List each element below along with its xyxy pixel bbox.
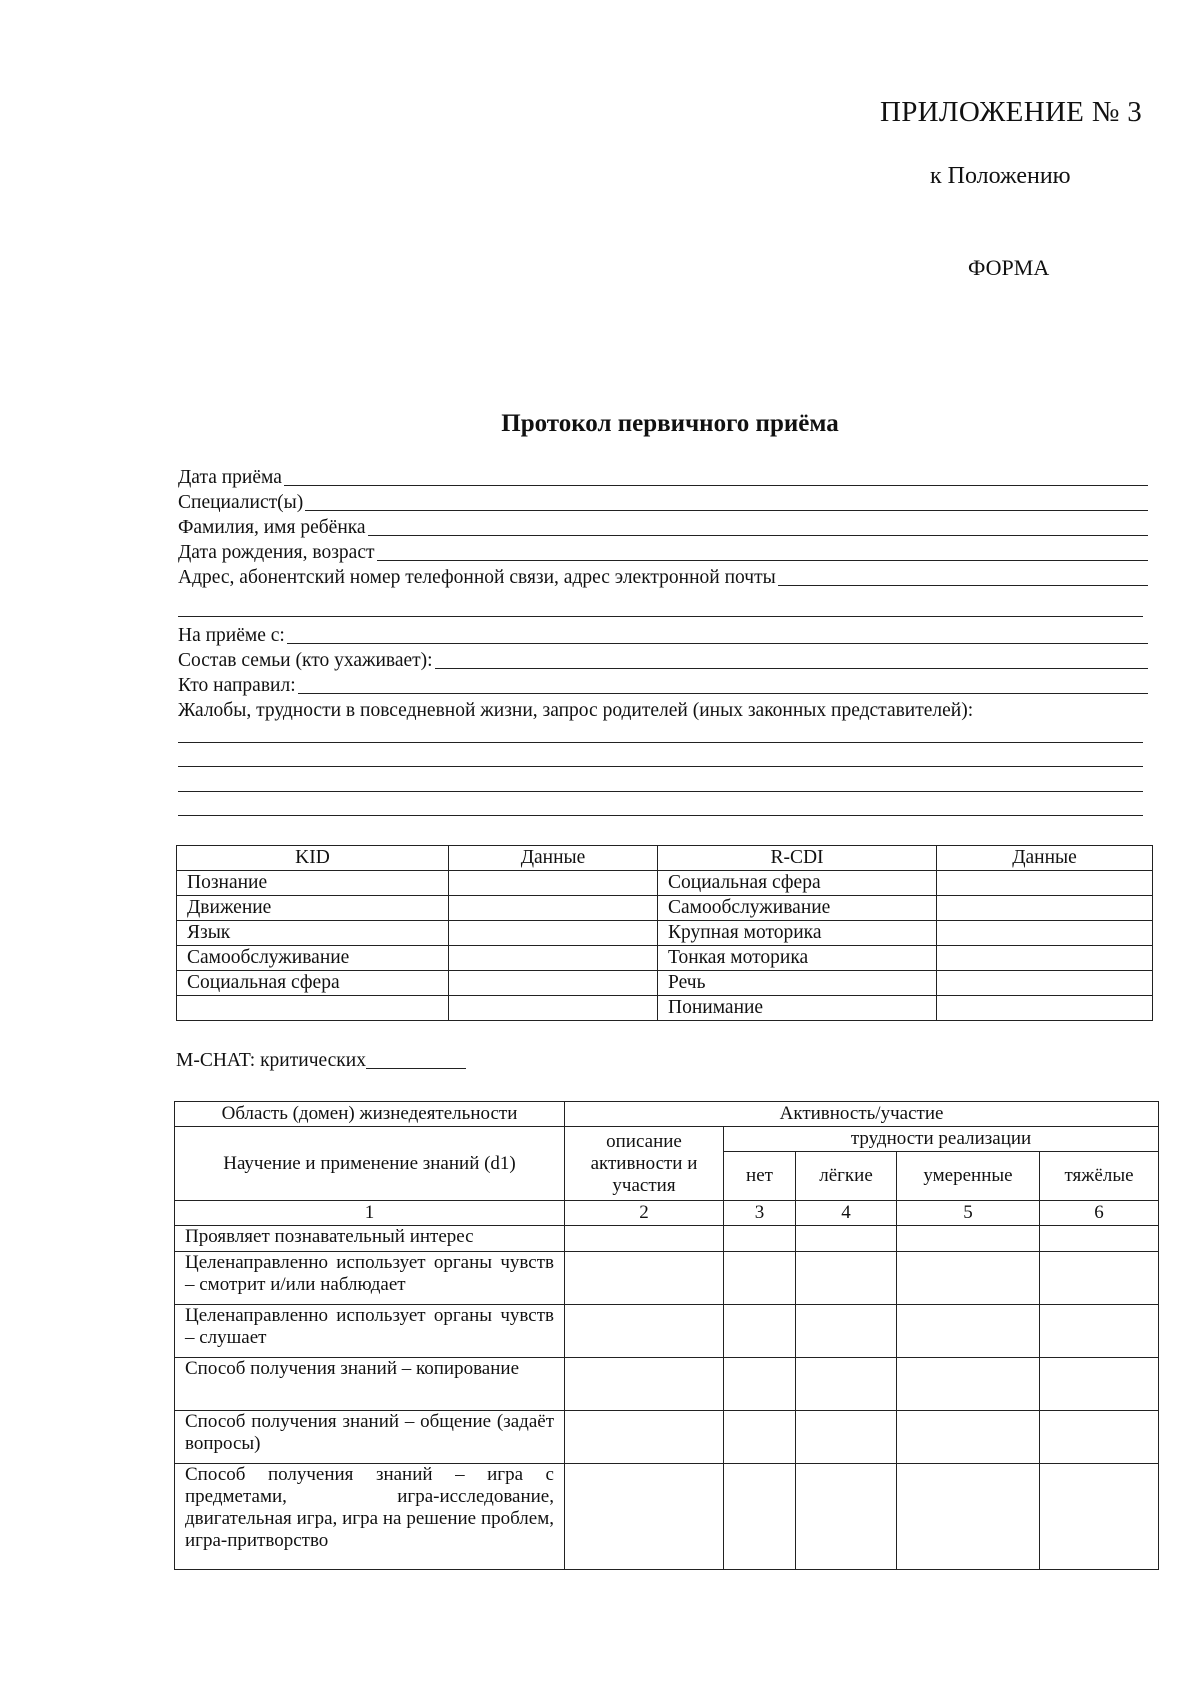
table-row [175,1358,1159,1411]
subdomain-header: Научение и применение знаний (d1) [175,1127,565,1201]
rcdi-domain: Крупная моторика [658,921,937,946]
kid-domain: Познание [177,871,449,896]
field-family[interactable] [178,647,1148,672]
kid-domain: Социальная сфера [177,971,449,996]
field-label: Дата приёма [178,467,282,488]
level-cell[interactable] [796,1464,897,1570]
level-cell[interactable] [796,1358,897,1411]
blank-line[interactable] [178,742,1143,743]
column-number: 1 [175,1201,565,1226]
domain-header: Область (домен) жизнедеятельности [175,1102,565,1127]
description-cell[interactable] [565,1252,724,1305]
table-row [177,946,1153,971]
level-cell[interactable] [897,1411,1040,1464]
field-reception-date[interactable] [178,464,1148,489]
field-label: Состав семьи (кто ухаживает): [178,650,433,671]
level-cell[interactable] [1040,1464,1159,1570]
fill-line [305,509,1148,511]
level-cell[interactable] [724,1464,796,1570]
rcdi-data-cell[interactable] [937,896,1153,921]
level-cell[interactable] [1040,1252,1159,1305]
level-cell[interactable] [1040,1358,1159,1411]
kid-data-cell[interactable] [449,996,658,1021]
description-header: описание активности и участия [565,1127,724,1201]
form-label: ФОРМА [968,255,1050,280]
table-header-row [175,1102,1159,1127]
fill-line [284,484,1148,486]
kid-domain: Язык [177,921,449,946]
field-birth-date[interactable] [178,539,1148,564]
field-referred-by[interactable] [178,672,1148,697]
level-cell[interactable] [796,1305,897,1358]
fill-line [368,534,1148,536]
level-cell[interactable] [724,1411,796,1464]
level-cell[interactable] [897,1305,1040,1358]
mchat-field[interactable] [176,1050,466,1072]
field-specialists[interactable] [178,489,1148,514]
kid-data-cell[interactable] [449,971,658,996]
activity-item: Способ получения знаний – копирование [175,1358,565,1411]
field-label: Кто направил: [178,675,296,696]
table-row [177,996,1153,1021]
fill-line [377,559,1148,561]
activity-item: Целенаправленно использует органы чувств – смотрит и/или наблюдает [175,1252,565,1305]
regulation-reference: к Положению [930,163,1071,189]
rcdi-domain: Тонкая моторика [658,946,937,971]
activity-header: Активность/участие [565,1102,1159,1127]
icf-activity-table [174,1101,1159,1570]
rcdi-data-cell[interactable] [937,921,1153,946]
fill-line [366,1067,466,1069]
rcdi-data-cell[interactable] [937,871,1153,896]
difficulty-header: трудности реализации [724,1127,1159,1152]
blank-line[interactable] [178,791,1143,792]
fill-line [778,584,1148,586]
blank-line[interactable] [178,616,1143,617]
rcdi-domain: Социальная сфера [658,871,937,896]
kid-data-cell[interactable] [449,921,658,946]
level-cell[interactable] [724,1358,796,1411]
blank-line[interactable] [178,766,1143,767]
description-cell[interactable] [565,1411,724,1464]
rcdi-domain: Самообслуживание [658,896,937,921]
field-label: Специалист(ы) [178,492,304,513]
rcdi-data-cell[interactable] [937,971,1153,996]
kid-domain: Движение [177,896,449,921]
field-accompanied-by[interactable] [178,622,1148,647]
description-cell[interactable] [565,1226,724,1252]
rcdi-domain: Речь [658,971,937,996]
level-cell[interactable] [796,1226,897,1252]
table-row [175,1305,1159,1358]
field-label: Адрес, абонентский номер телефонной связи, адрес электронной почты [178,567,776,588]
level-mild: лёгкие [796,1152,897,1201]
table-header-row [177,846,1153,871]
table-row [177,871,1153,896]
blank-line[interactable] [178,815,1143,816]
level-cell[interactable] [897,1226,1040,1252]
field-child-name[interactable] [178,514,1148,539]
kid-data-cell[interactable] [449,946,658,971]
level-cell[interactable] [897,1358,1040,1411]
table-row [175,1226,1159,1252]
table-row [175,1252,1159,1305]
field-label: Дата рождения, возраст [178,542,375,563]
table-row [177,921,1153,946]
level-cell[interactable] [1040,1305,1159,1358]
kid-domain [177,996,449,1021]
kid-data-cell[interactable] [449,871,658,896]
description-cell[interactable] [565,1464,724,1570]
level-cell[interactable] [897,1464,1040,1570]
field-label: На приёме с: [178,625,285,646]
activity-item: Способ получения знаний – общение (задаёт вопросы) [175,1411,565,1464]
column-number: 2 [565,1201,724,1226]
column-number: 6 [1040,1201,1159,1226]
fill-line [287,642,1148,644]
appendix-number: ПРИЛОЖЕНИЕ № 3 [880,96,1143,128]
activity-item: Целенаправленно использует органы чувств – слушает [175,1305,565,1358]
level-cell[interactable] [724,1252,796,1305]
level-cell[interactable] [796,1411,897,1464]
level-cell[interactable] [1040,1411,1159,1464]
level-cell[interactable] [724,1305,796,1358]
kid-data-cell[interactable] [449,896,658,921]
description-cell[interactable] [565,1358,724,1411]
kid-domain: Самообслуживание [177,946,449,971]
level-cell[interactable] [1040,1226,1159,1252]
rcdi-data-cell[interactable] [937,946,1153,971]
level-moderate: умеренные [897,1152,1040,1201]
header-rcdi: R-CDI [658,846,937,871]
table-row [177,971,1153,996]
mchat-label: M-CHAT: критических [176,1050,366,1071]
complaints-label: Жалобы, трудности в повседневной жизни, запрос родителей (иных законных представителей): [178,700,974,721]
level-severe: тяжёлые [1040,1152,1159,1201]
fill-line [298,692,1148,694]
level-cell[interactable] [897,1252,1040,1305]
rcdi-data-cell[interactable] [937,996,1153,1021]
column-number: 3 [724,1201,796,1226]
fill-line [435,667,1148,669]
table-row [177,896,1153,921]
kid-rcdi-table [176,845,1153,1021]
field-label: Фамилия, имя ребёнка [178,517,366,538]
header-data: Данные [449,846,658,871]
activity-item: Способ получения знаний – игра с предметами, игра-исследование, двигательная игра, игра на решение проблем, игра-притворство [175,1464,565,1570]
level-cell[interactable] [724,1226,796,1252]
table-row [175,1464,1159,1570]
header-data: Данные [937,846,1153,871]
rcdi-domain: Понимание [658,996,937,1021]
table-header-row [175,1127,1159,1152]
description-cell[interactable] [565,1305,724,1358]
table-row [175,1411,1159,1464]
activity-item: Проявляет познавательный интерес [175,1226,565,1252]
level-cell[interactable] [796,1252,897,1305]
header-kid: KID [177,846,449,871]
column-number: 4 [796,1201,897,1226]
document-title: Протокол первичного приёма [501,410,839,437]
level-none: нет [724,1152,796,1201]
column-number: 5 [897,1201,1040,1226]
column-number-row [175,1201,1159,1226]
field-contacts[interactable] [178,564,1148,589]
